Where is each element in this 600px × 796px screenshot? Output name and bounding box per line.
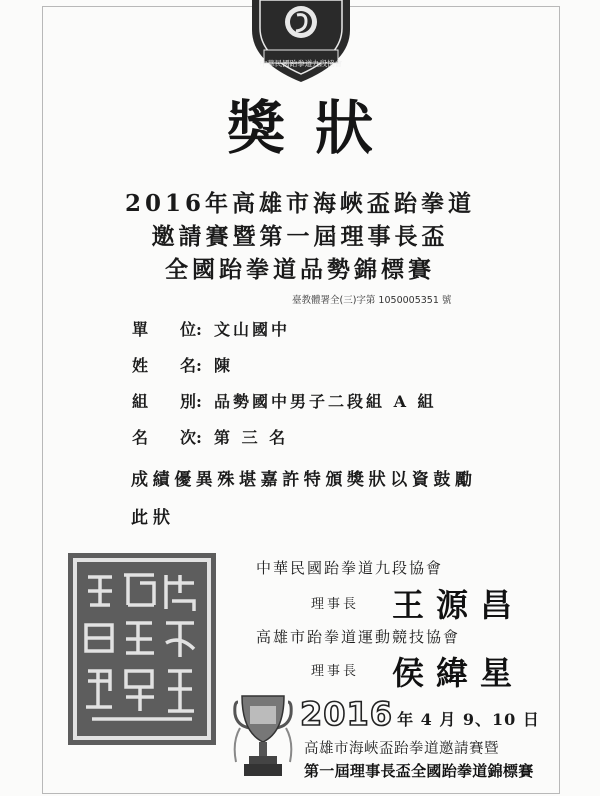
signer-2-name: 侯緯星 [392, 654, 525, 692]
field-group [132, 389, 437, 415]
signer-1-name: 王源昌 [392, 586, 525, 624]
field-name-value: 陳 [214, 356, 234, 375]
field-group-label: 組 別: [132, 392, 202, 411]
field-rank-value: 第 三 名 [214, 428, 289, 447]
praise-closing: 此狀 [131, 508, 175, 528]
footer-year: 2016 [300, 695, 394, 733]
field-rank-label: 名 次: [132, 428, 202, 447]
footer-event-line-1: 高雄市海峽盃跆拳道邀請賽暨 [304, 741, 499, 757]
field-group-value: 品勢國中男子二段組 A 組 [214, 392, 437, 411]
official-seal-stamp [68, 553, 216, 745]
field-rank [132, 425, 288, 451]
event-name-line-3: 全國跆拳道品勢錦標賽 [165, 256, 435, 283]
field-unit-label: 單 位: [132, 320, 202, 339]
certificate-title: 獎狀 [226, 94, 403, 162]
field-unit [132, 317, 290, 343]
field-unit-value: 文山國中 [214, 320, 291, 339]
field-name-label: 姓 名: [132, 356, 202, 375]
event-name-line-1: 2016年高雄市海峽盃跆拳道 [124, 190, 475, 217]
field-name [132, 353, 233, 379]
praise-text: 成績優異殊堪嘉許特頒獎狀以資鼓勵 [131, 470, 477, 490]
event-name-line-2: 邀請賽暨第一屆理事長盃 [151, 223, 449, 250]
signer-2-organization: 高雄市跆拳道運動競技協會 [256, 628, 461, 646]
signer-1-organization: 中華民國跆拳道九段協會 [256, 559, 444, 577]
signer-2-position: 理事長 [311, 664, 360, 679]
footer-month-day: 年 4 月 9、10 日 [397, 710, 540, 729]
association-emblem-icon [246, 0, 356, 84]
trophy-icon [232, 692, 294, 784]
signer-1-position: 理事長 [311, 597, 360, 612]
emblem-caption: 中華民國跆拳道九段協會 [259, 59, 343, 68]
footer-date [300, 695, 540, 733]
approval-reference: 臺教體署全(三)字第 1050005351 號 [292, 295, 452, 306]
footer-event-line-2: 第一屆理事長盃全國跆拳道錦標賽 [304, 762, 534, 780]
